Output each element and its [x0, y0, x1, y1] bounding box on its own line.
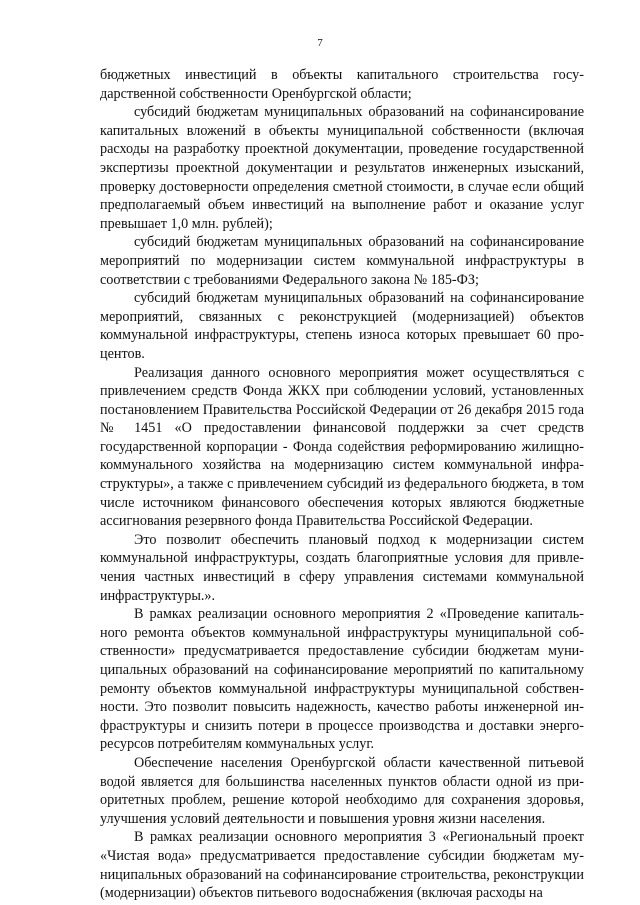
paragraph-reconstruction-subsidies: субсидий бюджетам муниципальных образований на софинансирование мероприятий, связанных с реконструкцией (модернизацией) объектов коммунальной инфраструктуры, степень износа которых превышает 60 процентов. [100, 290, 584, 362]
document-body [100, 66, 584, 903]
paragraph-housing-fund: Реализация данного основного мероприятия может осуществляться с привлечением средств Фонда ЖКХ при соблюдении условий, установленных постановлением Правительства Российской Федерации от 26 декабря 2015 года № 1451 «О предоставлении финансовой поддержки за счет средств государственной корпорации - Фонда содействия реформированию жилищно-коммунального хозяйства на модернизацию систем коммунальной инфраструктуры», а также с привлечением субсидий из федерального бюджета, в том числе источником финансового обеспечения которых являются бюджетные ассигнования резервного фонда Правительства Российской Федерации. [100, 364, 584, 530]
paragraph-modernization-subsidies: субсидий бюджетам муниципальных образований на софинансирование мероприятий по модернизации систем коммунальной инфраструктуры в соответствии с требованиями Федерального закона № 185-ФЗ; [100, 234, 584, 288]
page-number: 7 [317, 37, 323, 49]
paragraph-planned-approach: Это позволит обеспечить плановый подход к модернизации систем коммунальной инфраструктуры, создать благоприятные условия для привлечения частных инвестиций в сферу управления системами коммунальной инфраструктуры.». [100, 531, 584, 604]
paragraph-drinking-water: Обеспечение населения Оренбургской области качественной питьевой водой является для большинства населенных пунктов области одной из приоритетных проблем, решение которой необходимо для сохранения здоровья, улучшения условий деятельности и повышения уровня жизни населения. [100, 754, 584, 827]
paragraph-capital-subsidies: субсидий бюджетам муниципальных образований на софинансирование капитальных вложений в объекты муниципальной собственности (включая расходы на разработку проектной документации, проведение государственной экспертизы проектной документации и результатов инженерных изысканий, проверку достоверности определения сметной стоимости, в случае если общий предполагаемый объем инвестиций на выполнение работ и оказание услуг превышает 1,0 млн. рублей); [100, 104, 584, 232]
paragraph-measure-3: В рамках реализации основного мероприятия 3 «Региональный проект «Чистая вода» предусматривается предоставление субсидии бюджетам муниципальных образований на софинансирование строительства, реконструкции (модернизации) объектов питьевого водоснабжения (включая расходы на [100, 829, 584, 902]
paragraph-measure-2: В рамках реализации основного мероприятия 2 «Проведение капитального ремонта объектов коммунальной инфраструктуры муниципальной собственности» предусматривается предоставление субсидии бюджетам муниципальных образований на софинансирование мероприятий по капитальному ремонту объектов коммунальной инфраструктуры муниципальной собственности. Это позволит повысить надежность, качество работы инженерной инфраструктуры и снизить потери в процессе производства и доставки энергоресурсов потребителям коммунальных услуг. [100, 606, 584, 753]
paragraph-budget-investments: бюджетных инвестиций в объекты капитального строительства государственной собственности Оренбургской области; [100, 67, 584, 102]
